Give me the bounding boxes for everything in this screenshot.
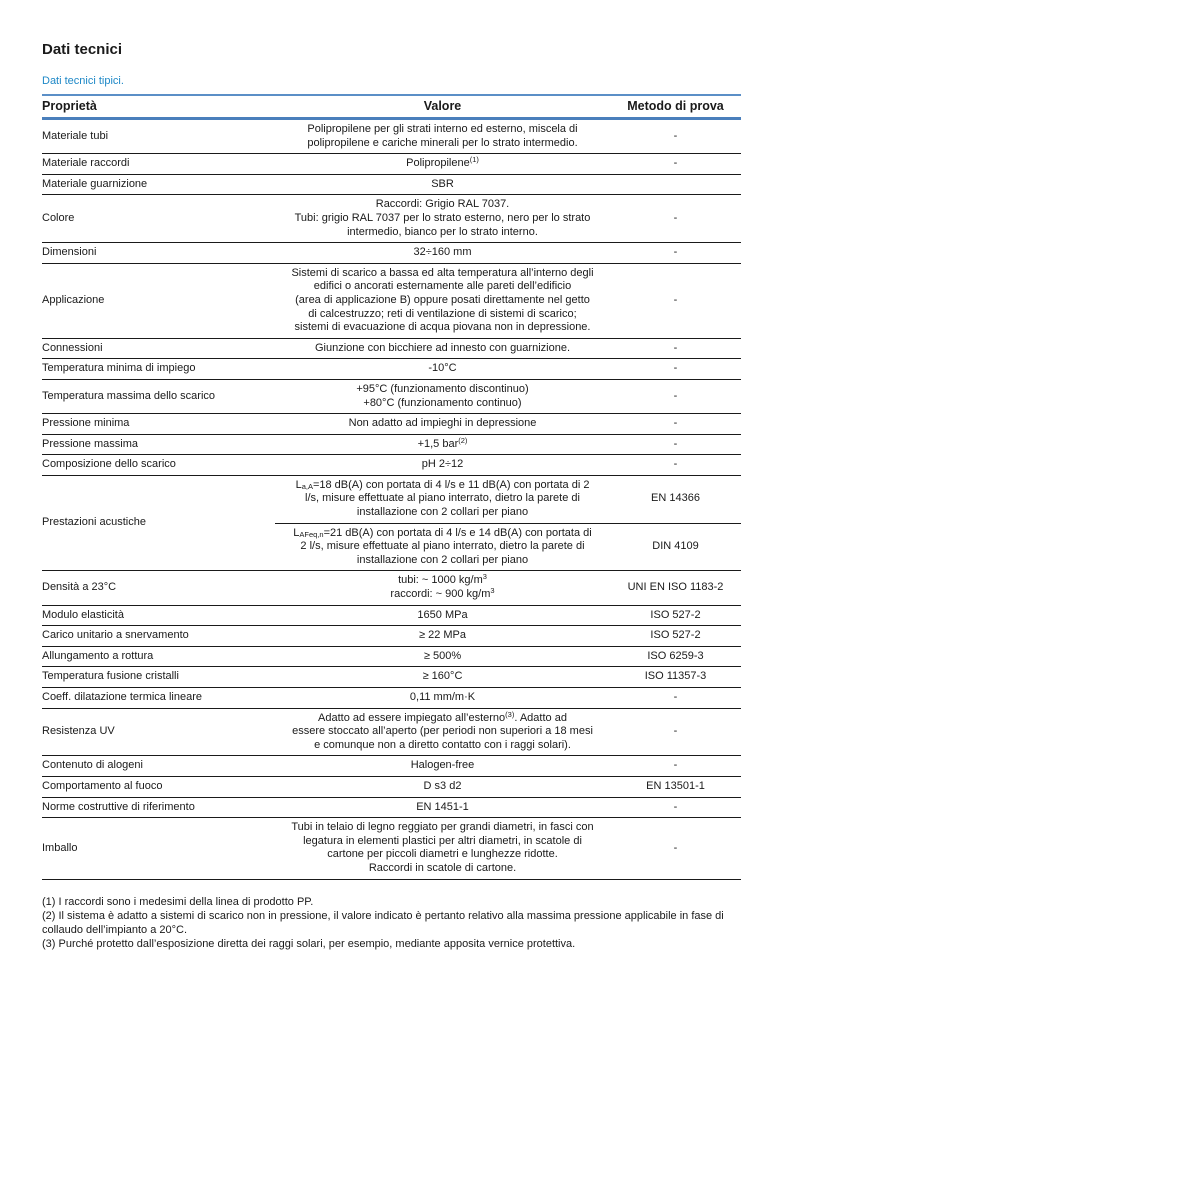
- value-cell: [275, 119, 610, 154]
- table-header-row: [42, 95, 741, 119]
- value-cell: [275, 626, 610, 647]
- method-cell: UNI EN ISO 1183-2: [610, 571, 741, 605]
- value-line: (area di applicazione B) oppure posati direttamente nel getto: [295, 293, 590, 306]
- value-cell: [275, 797, 610, 818]
- table-row: [42, 263, 741, 338]
- method-cell: -: [610, 434, 741, 455]
- value-line: e comunque non a diretto contatto con i raggi solari).: [314, 738, 571, 751]
- value-cell: [275, 571, 610, 605]
- method-cell: -: [610, 688, 741, 709]
- value-cell: [275, 243, 610, 264]
- value-line: Non adatto ad impieghi in depressione: [348, 417, 537, 430]
- value-line: EN 1451-1: [416, 800, 469, 813]
- value-line: intermedio, bianco per lo strato interno.: [347, 225, 538, 238]
- value-cell: [275, 263, 610, 338]
- value-line: $L_{a,A}=18$ dB(A) con portata di 4 l/s e 11 dB(A) con portata di 2: [295, 478, 590, 491]
- value-cell: [275, 455, 610, 476]
- table-row: [42, 708, 741, 756]
- page-subtitle: Dati tecnici tipici.: [42, 75, 124, 87]
- table-row: [42, 688, 741, 709]
- table-row: [42, 475, 741, 523]
- value-line: cartone per piccoli diametri e lunghezze ridotte.: [327, 848, 558, 861]
- value-line: Raccordi in scatole di cartone.: [368, 861, 517, 874]
- method-cell: -: [610, 818, 741, 879]
- value-line: Sistemi di scarico a bassa ed alta temperatura all’interno degli: [291, 266, 594, 279]
- value-cell: [275, 708, 610, 756]
- footnote: (2) Il sistema è adatto a sistemi di scarico non in pressione, il valore indicato è pertanto relativo alla massima pressione applicabile in fase di collaudo dell’impianto a 20°C.: [42, 909, 724, 936]
- method-cell: EN 13501-1: [610, 776, 741, 797]
- property-cell: Connessioni: [42, 338, 275, 359]
- value-line: sistemi di evacuazione di acqua piovana non in depressione.: [294, 321, 591, 334]
- value-line: -10°C: [428, 362, 457, 375]
- value-line: Giunzione con bicchiere ad innesto con guarnizione.: [315, 341, 570, 354]
- table-row: [42, 797, 741, 818]
- value-cell: [275, 359, 610, 380]
- value-cell: [275, 667, 610, 688]
- value-line: l/s, misure effettuate al piano interrato, dietro la parete di: [305, 492, 580, 505]
- table-row: [42, 414, 741, 435]
- method-cell: -: [610, 338, 741, 359]
- value-line: +1,5 bar$^{(2)}$: [417, 435, 468, 450]
- value-cell: [275, 646, 610, 667]
- property-cell: Imballo: [42, 818, 275, 879]
- value-line: ≥ 160°C: [422, 670, 463, 683]
- property-cell: Colore: [42, 195, 275, 243]
- table-body: [42, 119, 741, 880]
- property-cell: Pressione minima: [42, 414, 275, 435]
- method-cell: [610, 174, 741, 195]
- property-cell: Materiale raccordi: [42, 154, 275, 175]
- header-property: Proprietà: [42, 95, 275, 119]
- value-line: ≥ 22 MPa: [418, 629, 466, 642]
- value-line: Adatto ad essere impiegato all’esterno$^{(3)}$. Adatto ad: [318, 709, 567, 724]
- method-cell: ISO 527-2: [610, 626, 741, 647]
- table-row: [42, 818, 741, 879]
- symbol-subscript: a,A: [301, 481, 313, 491]
- footnotes: [42, 895, 742, 951]
- method-cell: -: [610, 379, 741, 413]
- footnote-ref: (2): [458, 435, 468, 445]
- header-value: Valore: [275, 95, 610, 119]
- value-cell: [275, 475, 610, 523]
- table-row: [42, 379, 741, 413]
- value-line: legatura in elementi plastici per altri diametri, in scatole di: [303, 834, 582, 847]
- value-cell: [275, 338, 610, 359]
- value-line: raccordi: ~ 900 $kg/m^3$: [390, 586, 495, 601]
- property-cell: Carico unitario a snervamento: [42, 626, 275, 647]
- value-line: ≥ 500%: [423, 649, 462, 662]
- value-line: +80°C (funzionamento continuo): [363, 396, 522, 409]
- table-row: [42, 338, 741, 359]
- property-cell: Prestazioni acustiche: [42, 475, 275, 571]
- value-cell: [275, 174, 610, 195]
- method-cell: -: [610, 119, 741, 154]
- exponent: 3: [482, 572, 487, 582]
- value-cell: [275, 776, 610, 797]
- value-line: D s3 d2: [423, 779, 462, 792]
- method-cell: -: [610, 455, 741, 476]
- property-cell: Composizione dello scarico: [42, 455, 275, 476]
- value-line: 1650 MPa: [417, 608, 468, 621]
- table-row: [42, 776, 741, 797]
- table-row: [42, 174, 741, 195]
- value-line: edifici o ancorati esternamente alle pareti dell’edificio: [313, 280, 572, 293]
- property-cell: Materiale guarnizione: [42, 174, 275, 195]
- method-cell: -: [610, 797, 741, 818]
- property-cell: Modulo elasticità: [42, 605, 275, 626]
- symbol-subscript: AFeq,n: [299, 529, 324, 539]
- method-cell: DIN 4109: [610, 523, 741, 571]
- property-cell: Dimensioni: [42, 243, 275, 264]
- table-row: [42, 434, 741, 455]
- value-cell: [275, 818, 610, 879]
- value-line: SBR: [431, 177, 454, 190]
- method-cell: -: [610, 708, 741, 756]
- value-line: pH 2÷12: [421, 458, 464, 471]
- value-line: 32÷160 mm: [413, 246, 472, 259]
- property-cell: Temperatura massima dello scarico: [42, 379, 275, 413]
- value-line: $L_{AFeq,n}=21$ dB(A) con portata di 4 l/s e 14 dB(A) con portata di: [293, 526, 592, 539]
- table-row: [42, 756, 741, 777]
- document-page: [42, 40, 742, 951]
- value-cell: [275, 434, 610, 455]
- method-cell: ISO 11357-3: [610, 667, 741, 688]
- table-header: [42, 95, 741, 119]
- table-row: [42, 605, 741, 626]
- property-cell: Densità a 23°C: [42, 571, 275, 605]
- value-line: Polipropilene per gli strati interno ed esterno, miscela di: [307, 123, 578, 135]
- value-line: 0,11 mm/m·K: [409, 691, 476, 703]
- table-row: [42, 626, 741, 647]
- method-cell: ISO 6259-3: [610, 646, 741, 667]
- value-cell: [275, 523, 610, 571]
- property-cell: Allungamento a rottura: [42, 646, 275, 667]
- table-row: [42, 571, 741, 605]
- method-cell: -: [610, 756, 741, 777]
- value-line: Halogen-free: [410, 759, 475, 772]
- table-row: [42, 154, 741, 175]
- property-cell: Comportamento al fuoco: [42, 776, 275, 797]
- method-cell: ISO 527-2: [610, 605, 741, 626]
- table-row: [42, 455, 741, 476]
- value-line: tubi: ~ 1000 $kg/m^3$: [398, 572, 487, 587]
- property-cell: Materiale tubi: [42, 119, 275, 154]
- value-line: Polipropilene$^{(1)}$: [406, 155, 479, 170]
- value-cell: [275, 154, 610, 175]
- table-row: [42, 359, 741, 380]
- property-cell: Pressione massima: [42, 434, 275, 455]
- technical-data-table: [42, 94, 741, 880]
- property-cell: Norme costruttive di riferimento: [42, 797, 275, 818]
- value-cell: [275, 195, 610, 243]
- value-cell: [275, 756, 610, 777]
- table-row: [42, 667, 741, 688]
- method-cell: -: [610, 154, 741, 175]
- property-cell: Coeff. dilatazione termica lineare: [42, 688, 275, 709]
- value-line: polipropilene e cariche minerali per lo strato intermedio.: [307, 136, 578, 149]
- method-cell: -: [610, 359, 741, 380]
- value-line: Tubi in telaio di legno reggiato per grandi diametri, in fasci con: [291, 821, 594, 834]
- value-line: 2 l/s, misure effettuate al piano interrato, dietro la parete di: [300, 540, 585, 553]
- value-line: Raccordi: Grigio RAL 7037.: [375, 198, 510, 211]
- footnote: (1) I raccordi sono i medesimi della linea di prodotto PP.: [42, 895, 314, 908]
- method-cell: -: [610, 414, 741, 435]
- value-line: essere stoccato all’aperto (per periodi non superiori a 18 mesi: [292, 725, 593, 738]
- property-cell: Temperatura fusione cristalli: [42, 667, 275, 688]
- property-cell: Applicazione: [42, 263, 275, 338]
- header-method: Metodo di prova: [610, 95, 741, 119]
- table-row: [42, 646, 741, 667]
- method-cell: -: [610, 195, 741, 243]
- footnote-ref: (3): [505, 709, 515, 719]
- value-cell: [275, 605, 610, 626]
- value-line: di calcestruzzo; reti di ventilazione di sistemi di scarico;: [308, 307, 577, 320]
- property-cell: Resistenza UV: [42, 708, 275, 756]
- exponent: 3: [490, 586, 495, 596]
- value-cell: [275, 688, 610, 709]
- table-row: [42, 243, 741, 264]
- value-line: Tubi: grigio RAL 7037 per lo strato esterno, nero per lo strato: [294, 211, 591, 224]
- value-line: installazione con 2 collari per piano: [356, 553, 529, 566]
- property-cell: Contenuto di alogeni: [42, 756, 275, 777]
- value-cell: [275, 414, 610, 435]
- value-line: +95°C (funzionamento discontinuo): [356, 382, 529, 395]
- table-row: [42, 119, 741, 154]
- value-line: installazione con 2 collari per piano: [356, 506, 529, 519]
- method-cell: -: [610, 243, 741, 264]
- footnote-ref: (1): [469, 155, 479, 165]
- method-cell: -: [610, 263, 741, 338]
- method-cell: EN 14366: [610, 475, 741, 523]
- property-cell: Temperatura minima di impiego: [42, 359, 275, 380]
- table-row: [42, 195, 741, 243]
- value-cell: [275, 379, 610, 413]
- footnote: (3) Purché protetto dall’esposizione diretta dei raggi solari, per esempio, mediante apposita vernice protettiva.: [42, 937, 576, 950]
- page-title: Dati tecnici: [42, 41, 123, 58]
